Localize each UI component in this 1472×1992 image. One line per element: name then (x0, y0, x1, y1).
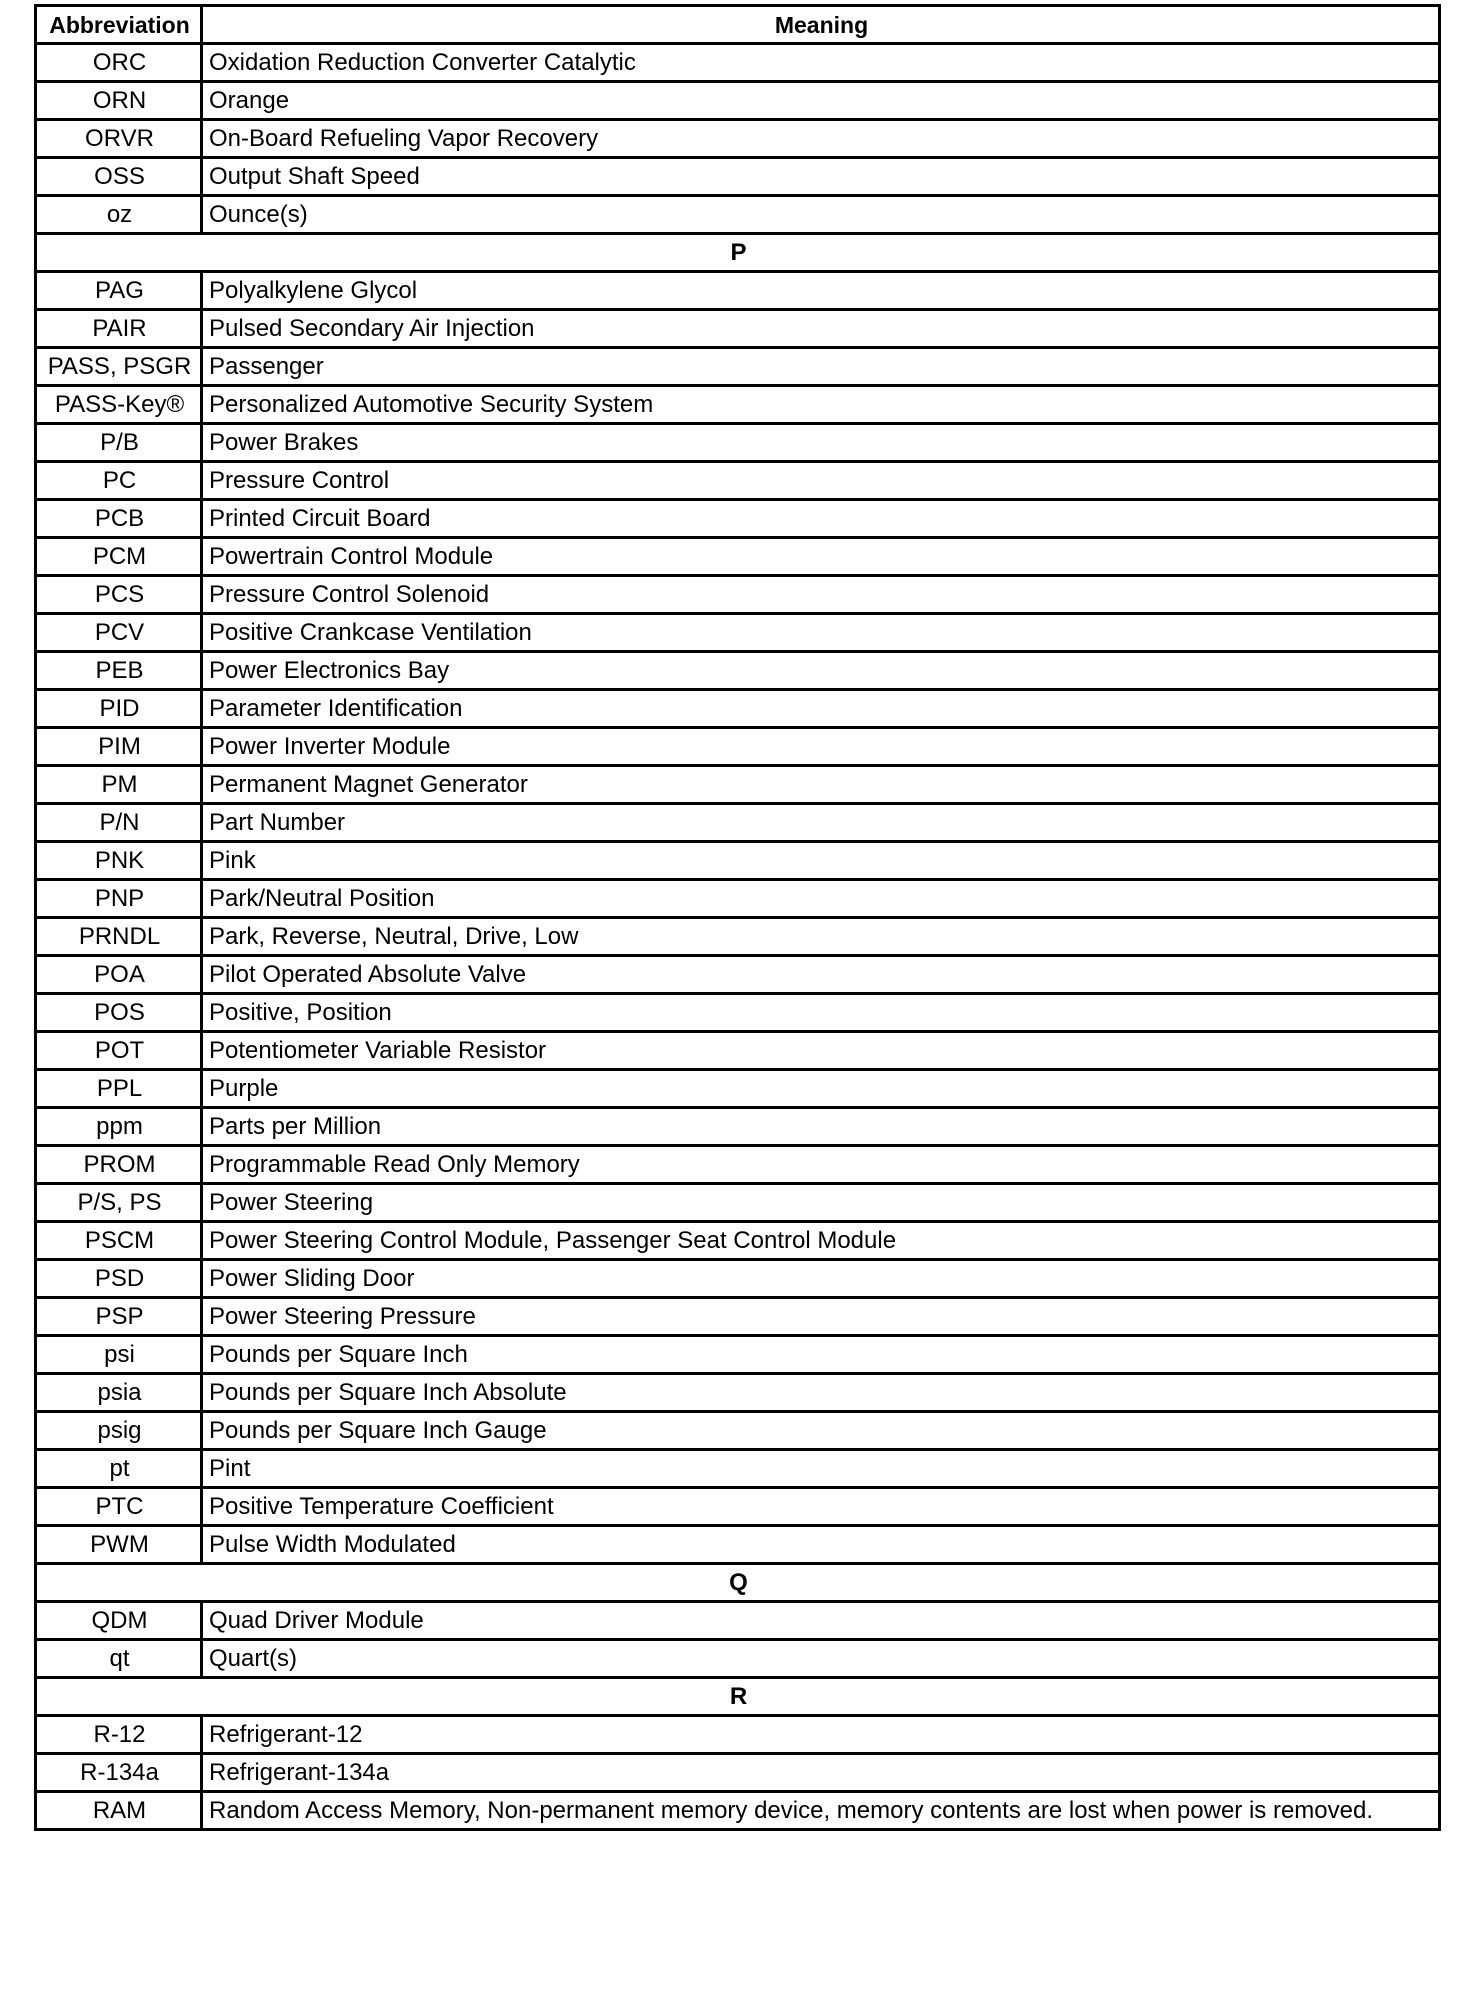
table-row (36, 1336, 1440, 1374)
table-row (36, 956, 1440, 994)
meaning-cell: Quart(s) (202, 1640, 1440, 1678)
meaning-cell: Positive Crankcase Ventilation (202, 614, 1440, 652)
table-row (36, 1488, 1440, 1526)
abbreviation-cell: PEB (36, 652, 202, 690)
table-row (36, 500, 1440, 538)
table-row (36, 424, 1440, 462)
abbreviation-cell: psi (36, 1336, 202, 1374)
table-row (36, 652, 1440, 690)
table-row (36, 1754, 1440, 1792)
meaning-cell: Part Number (202, 804, 1440, 842)
meaning-cell: Pressure Control Solenoid (202, 576, 1440, 614)
meaning-cell: Power Inverter Module (202, 728, 1440, 766)
table-row (36, 196, 1440, 234)
meaning-cell: Pulsed Secondary Air Injection (202, 310, 1440, 348)
table-row (36, 348, 1440, 386)
abbreviation-cell: PROM (36, 1146, 202, 1184)
abbreviation-cell: ORC (36, 44, 202, 82)
abbreviation-cell: psig (36, 1412, 202, 1450)
meaning-cell: Pounds per Square Inch Gauge (202, 1412, 1440, 1450)
abbreviation-cell: PID (36, 690, 202, 728)
meaning-cell: Pressure Control (202, 462, 1440, 500)
meaning-cell: Potentiometer Variable Resistor (202, 1032, 1440, 1070)
meaning-cell: Power Steering (202, 1184, 1440, 1222)
header-meaning: Meaning (202, 6, 1440, 44)
section-letter: Q (36, 1564, 1440, 1602)
abbreviation-cell: PNK (36, 842, 202, 880)
header-row (36, 6, 1440, 44)
table-row (36, 1450, 1440, 1488)
table-body (36, 44, 1440, 1830)
header-abbreviation: Abbreviation (36, 6, 202, 44)
section-letter: R (36, 1678, 1440, 1716)
table-row (36, 1184, 1440, 1222)
meaning-cell: Park, Reverse, Neutral, Drive, Low (202, 918, 1440, 956)
table-row (36, 994, 1440, 1032)
abbreviation-cell: PNP (36, 880, 202, 918)
meaning-cell: Random Access Memory, Non-permanent memory device, memory contents are lost when power is removed. (202, 1792, 1440, 1830)
abbreviation-cell: PASS-Key® (36, 386, 202, 424)
abbreviation-cell: PIM (36, 728, 202, 766)
table-row (36, 804, 1440, 842)
table-row (36, 766, 1440, 804)
abbreviation-cell: POS (36, 994, 202, 1032)
table-row (36, 538, 1440, 576)
table-row (36, 1146, 1440, 1184)
abbreviation-cell: PSCM (36, 1222, 202, 1260)
abbreviation-cell: PC (36, 462, 202, 500)
abbreviation-cell: pt (36, 1450, 202, 1488)
abbreviation-cell: PM (36, 766, 202, 804)
meaning-cell: Refrigerant-12 (202, 1716, 1440, 1754)
meaning-cell: Oxidation Reduction Converter Catalytic (202, 44, 1440, 82)
meaning-cell: Positive, Position (202, 994, 1440, 1032)
table-row (36, 1070, 1440, 1108)
table-row (36, 462, 1440, 500)
meaning-cell: Purple (202, 1070, 1440, 1108)
abbreviation-cell: POT (36, 1032, 202, 1070)
table-row (36, 1298, 1440, 1336)
meaning-cell: Park/Neutral Position (202, 880, 1440, 918)
table-row (36, 1716, 1440, 1754)
table-row (36, 576, 1440, 614)
abbreviation-cell: PCV (36, 614, 202, 652)
meaning-cell: Power Sliding Door (202, 1260, 1440, 1298)
table-row (36, 158, 1440, 196)
meaning-cell: Pounds per Square Inch Absolute (202, 1374, 1440, 1412)
table-row (36, 44, 1440, 82)
table-row (36, 1602, 1440, 1640)
abbreviation-cell: P/B (36, 424, 202, 462)
meaning-cell: Parameter Identification (202, 690, 1440, 728)
table-row (36, 1032, 1440, 1070)
meaning-cell: Output Shaft Speed (202, 158, 1440, 196)
table-row (36, 1792, 1440, 1830)
abbreviation-cell: PSP (36, 1298, 202, 1336)
abbreviation-cell: R-134a (36, 1754, 202, 1792)
abbreviation-cell: PASS, PSGR (36, 348, 202, 386)
table-row (36, 690, 1440, 728)
table-row (36, 386, 1440, 424)
section-row (36, 1564, 1440, 1602)
meaning-cell: Powertrain Control Module (202, 538, 1440, 576)
abbreviation-table (34, 4, 1441, 1831)
table-row (36, 1222, 1440, 1260)
meaning-cell: Quad Driver Module (202, 1602, 1440, 1640)
table-row (36, 842, 1440, 880)
meaning-cell: Power Brakes (202, 424, 1440, 462)
table-row (36, 614, 1440, 652)
abbreviation-cell: PCM (36, 538, 202, 576)
abbreviation-cell: PSD (36, 1260, 202, 1298)
meaning-cell: Programmable Read Only Memory (202, 1146, 1440, 1184)
abbreviation-cell: PTC (36, 1488, 202, 1526)
section-row (36, 234, 1440, 272)
table-row (36, 880, 1440, 918)
table-row (36, 918, 1440, 956)
meaning-cell: On-Board Refueling Vapor Recovery (202, 120, 1440, 158)
abbreviation-cell: P/N (36, 804, 202, 842)
table-row (36, 310, 1440, 348)
meaning-cell: Ounce(s) (202, 196, 1440, 234)
meaning-cell: Pulse Width Modulated (202, 1526, 1440, 1564)
abbreviation-cell: PWM (36, 1526, 202, 1564)
abbreviation-cell: PCB (36, 500, 202, 538)
abbreviation-cell: qt (36, 1640, 202, 1678)
meaning-cell: Polyalkylene Glycol (202, 272, 1440, 310)
abbreviation-cell: ORN (36, 82, 202, 120)
meaning-cell: Power Steering Pressure (202, 1298, 1440, 1336)
meaning-cell: Printed Circuit Board (202, 500, 1440, 538)
table-row (36, 1108, 1440, 1146)
meaning-cell: Pilot Operated Absolute Valve (202, 956, 1440, 994)
table-row (36, 1374, 1440, 1412)
meaning-cell: Power Electronics Bay (202, 652, 1440, 690)
meaning-cell: Personalized Automotive Security System (202, 386, 1440, 424)
meaning-cell: Pounds per Square Inch (202, 1336, 1440, 1374)
abbreviation-cell: PAIR (36, 310, 202, 348)
section-row (36, 1678, 1440, 1716)
table-row (36, 1526, 1440, 1564)
meaning-cell: Passenger (202, 348, 1440, 386)
abbreviation-cell: PAG (36, 272, 202, 310)
table-row (36, 1412, 1440, 1450)
abbreviation-cell: oz (36, 196, 202, 234)
table-row (36, 728, 1440, 766)
meaning-cell: Refrigerant-134a (202, 1754, 1440, 1792)
abbreviation-cell: PCS (36, 576, 202, 614)
meaning-cell: Power Steering Control Module, Passenger Seat Control Module (202, 1222, 1440, 1260)
table-row (36, 120, 1440, 158)
abbreviation-cell: ORVR (36, 120, 202, 158)
section-letter: P (36, 234, 1440, 272)
abbreviation-cell: POA (36, 956, 202, 994)
abbreviation-cell: ppm (36, 1108, 202, 1146)
abbreviation-cell: P/S, PS (36, 1184, 202, 1222)
meaning-cell: Positive Temperature Coefficient (202, 1488, 1440, 1526)
meaning-cell: Parts per Million (202, 1108, 1440, 1146)
table-row (36, 82, 1440, 120)
table-row (36, 1260, 1440, 1298)
meaning-cell: Pint (202, 1450, 1440, 1488)
table-row (36, 272, 1440, 310)
meaning-cell: Orange (202, 82, 1440, 120)
abbreviation-cell: PPL (36, 1070, 202, 1108)
abbreviation-cell: psia (36, 1374, 202, 1412)
abbreviation-cell: RAM (36, 1792, 202, 1830)
meaning-cell: Permanent Magnet Generator (202, 766, 1440, 804)
abbreviation-cell: PRNDL (36, 918, 202, 956)
meaning-cell: Pink (202, 842, 1440, 880)
abbreviation-cell: R-12 (36, 1716, 202, 1754)
abbreviation-cell: QDM (36, 1602, 202, 1640)
table-row (36, 1640, 1440, 1678)
abbreviation-cell: OSS (36, 158, 202, 196)
